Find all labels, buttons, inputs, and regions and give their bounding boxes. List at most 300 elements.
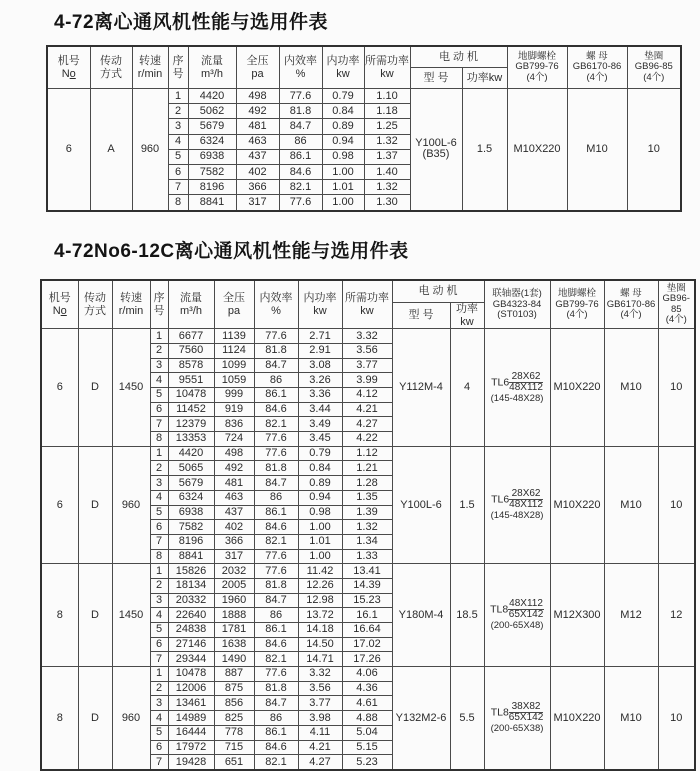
header-cell: 序 号 <box>150 280 168 329</box>
speed-cell: 960 <box>112 667 150 770</box>
internal-power-cell: 3.45 <box>298 432 342 447</box>
seq-cell: 2 <box>150 681 168 696</box>
required-power-cell: 17.26 <box>342 652 392 667</box>
efficiency-cell: 77.6 <box>279 195 322 211</box>
internal-power-cell: 3.49 <box>298 417 342 432</box>
coupling-prefix: TL6 <box>491 493 510 506</box>
pressure-cell: 402 <box>214 520 254 535</box>
header-cell: 流量 m³/h <box>168 280 214 329</box>
table-row <box>47 89 681 104</box>
speed-cell: 960 <box>132 89 168 211</box>
motor-model-cell: Y100L-6 <box>392 446 450 564</box>
seq-cell: 2 <box>150 578 168 593</box>
required-power-cell: 1.30 <box>364 195 410 211</box>
internal-power-cell: 1.01 <box>298 534 342 549</box>
seq-cell: 6 <box>150 402 168 417</box>
pressure-cell: 856 <box>214 696 254 711</box>
coupling-note: (145-48X28) <box>490 510 544 522</box>
efficiency-cell: 84.6 <box>254 520 298 535</box>
header-cell: 流量 m³/h <box>188 46 236 89</box>
pressure-cell: 2032 <box>214 564 254 579</box>
internal-power-cell: 0.94 <box>322 134 364 149</box>
seq-cell: 4 <box>150 711 168 726</box>
required-power-cell: 16.64 <box>342 623 392 638</box>
required-power-cell: 3.32 <box>342 329 392 344</box>
flow-cell: 6324 <box>188 134 236 149</box>
pressure-cell: 1139 <box>214 329 254 344</box>
seq-cell: 2 <box>150 461 168 476</box>
seq-cell: 3 <box>150 358 168 373</box>
coupling-cell <box>484 446 550 564</box>
required-power-cell: 4.61 <box>342 696 392 711</box>
flow-cell: 29344 <box>168 652 214 667</box>
coupling-prefix: TL8 <box>490 603 509 616</box>
internal-power-cell: 4.11 <box>298 725 342 740</box>
table-row <box>41 329 695 344</box>
speed-cell: 1450 <box>112 564 150 667</box>
efficiency-cell: 86.1 <box>279 149 322 164</box>
internal-power-cell: 13.72 <box>298 608 342 623</box>
efficiency-cell: 81.8 <box>279 104 322 119</box>
pressure-cell: 715 <box>214 740 254 755</box>
seq-cell: 7 <box>150 417 168 432</box>
flow-cell: 4420 <box>168 446 214 461</box>
required-power-cell: 4.22 <box>342 432 392 447</box>
internal-power-cell: 3.32 <box>298 667 342 682</box>
flow-cell: 5062 <box>188 104 236 119</box>
motor-power-cell: 4 <box>450 329 484 447</box>
seq-cell: 7 <box>150 534 168 549</box>
internal-power-cell: 3.77 <box>298 696 342 711</box>
seq-cell: 4 <box>150 490 168 505</box>
pressure-cell: 875 <box>214 681 254 696</box>
efficiency-cell: 86.1 <box>254 725 298 740</box>
pressure-cell: 317 <box>214 549 254 564</box>
motor-power-cell: 1.5 <box>450 446 484 564</box>
required-power-cell: 4.88 <box>342 711 392 726</box>
internal-power-cell: 1.01 <box>322 180 364 195</box>
flow-cell: 8196 <box>168 534 214 549</box>
required-power-cell: 1.40 <box>364 164 410 179</box>
fan-group <box>41 329 695 447</box>
pressure-cell: 1099 <box>214 358 254 373</box>
internal-power-cell: 1.00 <box>298 520 342 535</box>
motor-power-cell: 18.5 <box>450 564 484 667</box>
pressure-cell: 498 <box>236 89 279 104</box>
header-cell: 联轴器(1套) GB4323-84 (ST0103) <box>484 280 550 329</box>
header-cell: 电 动 机 <box>410 46 507 68</box>
required-power-cell: 1.12 <box>342 446 392 461</box>
seq-cell: 5 <box>168 149 188 164</box>
seq-cell: 6 <box>150 520 168 535</box>
nut-cell: M10 <box>604 667 658 770</box>
flow-cell: 12006 <box>168 681 214 696</box>
seq-cell: 3 <box>168 119 188 134</box>
efficiency-cell: 82.1 <box>254 417 298 432</box>
required-power-cell: 5.04 <box>342 725 392 740</box>
flow-cell: 12379 <box>168 417 214 432</box>
internal-power-cell: 3.56 <box>298 681 342 696</box>
drive-type-cell: D <box>78 446 112 564</box>
seq-cell: 6 <box>150 637 168 652</box>
header-cell: 全压 pa <box>236 46 279 89</box>
seq-cell: 5 <box>150 725 168 740</box>
internal-power-cell: 14.71 <box>298 652 342 667</box>
pressure-cell: 366 <box>214 534 254 549</box>
required-power-cell: 1.39 <box>342 505 392 520</box>
flow-cell: 13461 <box>168 696 214 711</box>
efficiency-cell: 77.6 <box>279 89 322 104</box>
header-cell: 序 号 <box>168 46 188 89</box>
table-row <box>41 667 695 682</box>
internal-power-cell: 3.44 <box>298 402 342 417</box>
pressure-cell: 1888 <box>214 608 254 623</box>
drive-type-cell: D <box>78 564 112 667</box>
seq-cell: 1 <box>150 564 168 579</box>
pressure-cell: 1960 <box>214 593 254 608</box>
efficiency-cell: 84.6 <box>254 740 298 755</box>
table1-title: 4-72离心通风机性能与选用件表 <box>54 12 329 33</box>
pressure-cell: 492 <box>214 461 254 476</box>
required-power-cell: 4.21 <box>342 402 392 417</box>
pressure-cell: 1638 <box>214 637 254 652</box>
required-power-cell: 13.41 <box>342 564 392 579</box>
header-cell: 螺 母 GB6170-86 (4个) <box>604 280 658 329</box>
internal-power-cell: 2.91 <box>298 343 342 358</box>
header-cell: 垫圈 GB96-85 (4个) <box>627 46 681 89</box>
seq-cell: 2 <box>168 104 188 119</box>
efficiency-cell: 86 <box>254 490 298 505</box>
flow-cell: 6677 <box>168 329 214 344</box>
nut-cell: M10 <box>567 89 627 211</box>
seq-cell: 6 <box>150 740 168 755</box>
seq-cell: 7 <box>150 755 168 770</box>
pressure-cell: 919 <box>214 402 254 417</box>
flow-cell: 8841 <box>188 195 236 211</box>
coupling-prefix: TL6 <box>491 376 510 389</box>
nut-cell: M12 <box>604 564 658 667</box>
header-cell: 全压 pa <box>214 280 254 329</box>
internal-power-cell: 1.00 <box>298 549 342 564</box>
flow-cell: 14989 <box>168 711 214 726</box>
flow-cell: 6938 <box>188 149 236 164</box>
washer-cell: 10 <box>658 667 695 770</box>
coupling-cell <box>484 564 550 667</box>
header-cell: 转速 r/min <box>132 46 168 89</box>
header-cell: 型 号 <box>392 303 450 329</box>
seq-cell: 7 <box>168 180 188 195</box>
fan-no-cell: 6 <box>41 446 78 564</box>
internal-power-cell: 4.21 <box>298 740 342 755</box>
fan-no-cell: 8 <box>41 564 78 667</box>
pressure-cell: 999 <box>214 388 254 403</box>
flow-cell: 6938 <box>168 505 214 520</box>
coupling-prefix: TL8 <box>490 706 509 719</box>
internal-power-cell: 0.89 <box>298 476 342 491</box>
pressure-cell: 1124 <box>214 343 254 358</box>
required-power-cell: 3.99 <box>342 373 392 388</box>
flow-cell: 20332 <box>168 593 214 608</box>
flow-cell: 7582 <box>188 164 236 179</box>
pressure-cell: 402 <box>236 164 279 179</box>
internal-power-cell: 3.26 <box>298 373 342 388</box>
fan-group <box>47 89 681 211</box>
table2-title: 4-72No6-12C离心通风机性能与选用件表 <box>54 241 409 262</box>
header-cell: 内功率 kw <box>322 46 364 89</box>
fan-no-cell: 6 <box>41 329 78 447</box>
required-power-cell: 1.32 <box>364 134 410 149</box>
seq-cell: 8 <box>168 195 188 211</box>
pressure-cell: 724 <box>214 432 254 447</box>
coupling-fraction: $\frac{28X62}{48X112}$ <box>509 370 543 393</box>
motor-model-cell: Y100L-6 (B35) <box>410 89 462 211</box>
anchor-bolt-cell: M12X300 <box>550 564 604 667</box>
pressure-cell: 2005 <box>214 578 254 593</box>
efficiency-cell: 86 <box>279 134 322 149</box>
internal-power-cell: 3.98 <box>298 711 342 726</box>
seq-cell: 3 <box>150 476 168 491</box>
seq-cell: 4 <box>150 608 168 623</box>
header-cell: 所需功率 kw <box>342 280 392 329</box>
efficiency-cell: 84.6 <box>254 637 298 652</box>
header-cell: 所需功率 kw <box>364 46 410 89</box>
internal-power-cell: 4.27 <box>298 755 342 770</box>
required-power-cell: 4.06 <box>342 667 392 682</box>
pressure-cell: 481 <box>214 476 254 491</box>
internal-power-cell: 1.00 <box>322 164 364 179</box>
flow-cell: 5679 <box>188 119 236 134</box>
efficiency-cell: 77.6 <box>254 564 298 579</box>
seq-cell: 5 <box>150 623 168 638</box>
internal-power-cell: 14.50 <box>298 637 342 652</box>
drive-type-cell: D <box>78 329 112 447</box>
efficiency-cell: 81.8 <box>254 578 298 593</box>
speed-cell: 1450 <box>112 329 150 447</box>
required-power-cell: 4.27 <box>342 417 392 432</box>
flow-cell: 9551 <box>168 373 214 388</box>
internal-power-cell: 0.79 <box>298 446 342 461</box>
pressure-cell: 437 <box>214 505 254 520</box>
nut-cell: M10 <box>604 446 658 564</box>
efficiency-cell: 82.1 <box>254 534 298 549</box>
internal-power-cell: 0.84 <box>322 104 364 119</box>
required-power-cell: 1.18 <box>364 104 410 119</box>
table-header <box>47 46 681 89</box>
required-power-cell: 1.32 <box>342 520 392 535</box>
efficiency-cell: 82.1 <box>279 180 322 195</box>
required-power-cell: 15.23 <box>342 593 392 608</box>
coupling-fraction: $\frac{38X82}{65X142}$ <box>508 701 544 724</box>
coupling-fraction: $\frac{28X62}{48X112}$ <box>509 488 543 511</box>
coupling-note: (200-65X48) <box>490 620 544 632</box>
flow-cell: 6324 <box>168 490 214 505</box>
flow-cell: 22640 <box>168 608 214 623</box>
internal-power-cell: 11.42 <box>298 564 342 579</box>
efficiency-cell: 84.7 <box>254 696 298 711</box>
header-cell: 地脚螺栓 GB799-76 (4个) <box>550 280 604 329</box>
required-power-cell: 4.36 <box>342 681 392 696</box>
efficiency-cell: 81.8 <box>254 343 298 358</box>
motor-model-cell: Y112M-4 <box>392 329 450 447</box>
speed-cell: 960 <box>112 446 150 564</box>
flow-cell: 27146 <box>168 637 214 652</box>
header-cell: 功率kw <box>450 303 484 329</box>
internal-power-cell: 2.71 <box>298 329 342 344</box>
drive-type-cell: A <box>90 89 132 211</box>
fan-no-cell: 8 <box>41 667 78 770</box>
required-power-cell: 1.21 <box>342 461 392 476</box>
pressure-cell: 463 <box>236 134 279 149</box>
header-cell: 传动 方式 <box>78 280 112 329</box>
pressure-cell: 366 <box>236 180 279 195</box>
pressure-cell: 463 <box>214 490 254 505</box>
pressure-cell: 492 <box>236 104 279 119</box>
washer-cell: 10 <box>658 446 695 564</box>
pressure-cell: 825 <box>214 711 254 726</box>
flow-cell: 17972 <box>168 740 214 755</box>
required-power-cell: 14.39 <box>342 578 392 593</box>
internal-power-cell: 0.98 <box>298 505 342 520</box>
pressure-cell: 481 <box>236 119 279 134</box>
seq-cell: 8 <box>150 549 168 564</box>
pressure-cell: 317 <box>236 195 279 211</box>
required-power-cell: 1.32 <box>364 180 410 195</box>
pressure-cell: 778 <box>214 725 254 740</box>
efficiency-cell: 81.8 <box>254 681 298 696</box>
seq-cell: 1 <box>150 329 168 344</box>
efficiency-cell: 84.7 <box>254 476 298 491</box>
pressure-cell: 1781 <box>214 623 254 638</box>
required-power-cell: 16.1 <box>342 608 392 623</box>
efficiency-cell: 86 <box>254 373 298 388</box>
header-cell: 内功率 kw <box>298 280 342 329</box>
required-power-cell: 4.12 <box>342 388 392 403</box>
internal-power-cell: 14.18 <box>298 623 342 638</box>
seq-cell: 4 <box>150 373 168 388</box>
flow-cell: 24838 <box>168 623 214 638</box>
washer-cell: 10 <box>627 89 681 211</box>
header-cell: 电 动 机 <box>392 280 484 303</box>
motor-power-cell: 5.5 <box>450 667 484 770</box>
seq-cell: 4 <box>168 134 188 149</box>
efficiency-cell: 84.7 <box>279 119 322 134</box>
seq-cell: 3 <box>150 696 168 711</box>
header-cell: 垫圈 GB96-85 (4个) <box>658 280 695 329</box>
seq-cell: 6 <box>168 164 188 179</box>
efficiency-cell: 86 <box>254 608 298 623</box>
efficiency-cell: 86 <box>254 711 298 726</box>
motor-model-cell: Y132M2-6 <box>392 667 450 770</box>
performance-table-4-72 <box>46 45 682 212</box>
internal-power-cell: 0.98 <box>322 149 364 164</box>
anchor-bolt-cell: M10X220 <box>507 89 567 211</box>
required-power-cell: 1.28 <box>342 476 392 491</box>
header-cell: 转速 r/min <box>112 280 150 329</box>
seq-cell: 2 <box>150 343 168 358</box>
anchor-bolt-cell: M10X220 <box>550 329 604 447</box>
pressure-cell: 887 <box>214 667 254 682</box>
header-cell: 机号 No <box>41 280 78 329</box>
flow-cell: 8841 <box>168 549 214 564</box>
required-power-cell: 1.34 <box>342 534 392 549</box>
header-cell: 内效率 % <box>254 280 298 329</box>
efficiency-cell: 86.1 <box>254 388 298 403</box>
efficiency-cell: 84.6 <box>254 402 298 417</box>
internal-power-cell: 3.36 <box>298 388 342 403</box>
flow-cell: 4420 <box>188 89 236 104</box>
internal-power-cell: 3.08 <box>298 358 342 373</box>
efficiency-cell: 82.1 <box>254 755 298 770</box>
required-power-cell: 1.33 <box>342 549 392 564</box>
header-cell: 型 号 <box>410 68 462 89</box>
efficiency-cell: 86.1 <box>254 623 298 638</box>
efficiency-cell: 86.1 <box>254 505 298 520</box>
flow-cell: 18134 <box>168 578 214 593</box>
internal-power-cell: 0.89 <box>322 119 364 134</box>
seq-cell: 3 <box>150 593 168 608</box>
header-cell: 机号 No <box>47 46 90 89</box>
coupling-fraction: $\frac{48X112}{65X142}$ <box>508 598 544 621</box>
fan-group <box>41 564 695 667</box>
motor-model-cell: Y180M-4 <box>392 564 450 667</box>
efficiency-cell: 84.7 <box>254 358 298 373</box>
internal-power-cell: 0.94 <box>298 490 342 505</box>
efficiency-cell: 77.6 <box>254 667 298 682</box>
header-cell: 地脚螺栓 GB799-76 (4个) <box>507 46 567 89</box>
coupling-note: (145-48X28) <box>490 392 544 404</box>
pressure-cell: 498 <box>214 446 254 461</box>
table-row <box>41 564 695 579</box>
seq-cell: 1 <box>168 89 188 104</box>
flow-cell: 5679 <box>168 476 214 491</box>
pressure-cell: 1059 <box>214 373 254 388</box>
flow-cell: 16444 <box>168 725 214 740</box>
efficiency-cell: 81.8 <box>254 461 298 476</box>
efficiency-cell: 84.7 <box>254 593 298 608</box>
washer-cell: 12 <box>658 564 695 667</box>
flow-cell: 15826 <box>168 564 214 579</box>
internal-power-cell: 1.00 <box>322 195 364 211</box>
required-power-cell: 3.77 <box>342 358 392 373</box>
drive-type-cell: D <box>78 667 112 770</box>
internal-power-cell: 0.79 <box>322 89 364 104</box>
motor-power-cell: 1.5 <box>462 89 507 211</box>
washer-cell: 10 <box>658 329 695 447</box>
header-cell: 功率kw <box>462 68 507 89</box>
nut-cell: M10 <box>604 329 658 447</box>
required-power-cell: 1.10 <box>364 89 410 104</box>
efficiency-cell: 77.6 <box>254 549 298 564</box>
fan-no-cell: 6 <box>47 89 90 211</box>
header-cell: 内效率 % <box>279 46 322 89</box>
efficiency-cell: 84.6 <box>279 164 322 179</box>
seq-cell: 7 <box>150 652 168 667</box>
performance-table-4-72no6-12c <box>40 279 696 771</box>
pressure-cell: 1490 <box>214 652 254 667</box>
flow-cell: 10478 <box>168 667 214 682</box>
seq-cell: 5 <box>150 388 168 403</box>
header-cell: 螺 母 GB6170-86 (4个) <box>567 46 627 89</box>
table-header <box>41 280 695 329</box>
flow-cell: 5065 <box>168 461 214 476</box>
internal-power-cell: 12.98 <box>298 593 342 608</box>
coupling-cell <box>484 329 550 447</box>
table-row <box>41 446 695 461</box>
flow-cell: 8578 <box>168 358 214 373</box>
required-power-cell: 1.25 <box>364 119 410 134</box>
efficiency-cell: 77.6 <box>254 329 298 344</box>
anchor-bolt-cell: M10X220 <box>550 667 604 770</box>
